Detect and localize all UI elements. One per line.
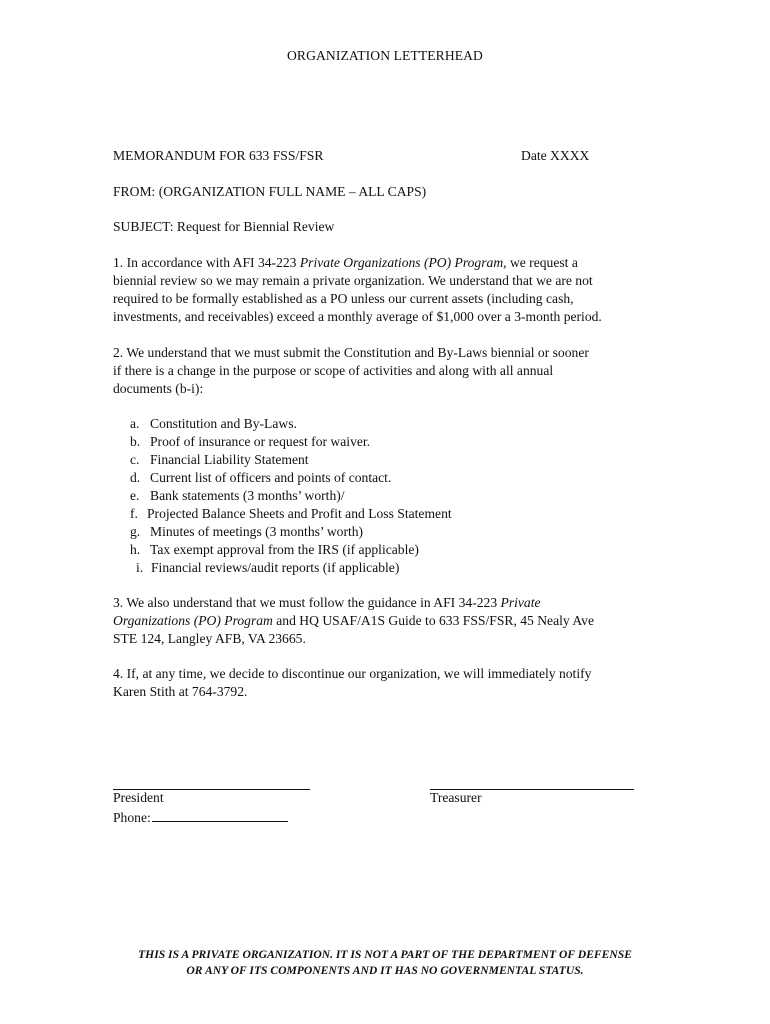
paragraph-3-text: and HQ USAF/A1S Guide to 633 FSS/FSR, 45 Nealy Ave — [272, 613, 594, 628]
disclaimer-line-1: THIS IS A PRIVATE ORGANIZATION. IT IS NOT A PART OF THE DEPARTMENT OF DEFENSE — [138, 948, 632, 961]
list-item-text: Financial reviews/audit reports (if applicable) — [151, 560, 400, 575]
memo-date: Date XXXX — [521, 148, 590, 163]
list-item-text: Proof of insurance or request for waiver. — [150, 434, 371, 449]
list-item — [130, 415, 452, 433]
list-item — [130, 541, 452, 559]
disclaimer-line-2: OR ANY OF ITS COMPONENTS AND IT HAS NO GOVERNMENTAL STATUS. — [186, 964, 584, 977]
treasurer-label: Treasurer — [430, 790, 482, 805]
paragraph-4 — [113, 665, 673, 701]
list-item — [130, 559, 452, 577]
paragraph-2-line-3: documents (b-i): — [113, 381, 204, 396]
paragraph-1 — [113, 254, 673, 326]
list-item — [130, 433, 452, 451]
paragraph-3-line-3: STE 124, Langley AFB, VA 23665. — [113, 631, 306, 646]
paragraph-3-text: 3. We also understand that we must follow the guidance in AFI 34-223 — [113, 595, 501, 610]
paragraph-1-text: 1. In accordance with AFI 34-223 — [113, 255, 300, 270]
list-item — [130, 505, 452, 523]
memo-from: FROM: (ORGANIZATION FULL NAME – ALL CAPS) — [113, 184, 427, 199]
paragraph-1-line-3: required to be formally established as a PO unless our current assets (including cash, — [113, 291, 574, 306]
list-item — [130, 469, 452, 487]
afi-program-title: Private Organizations (PO) Program — [299, 255, 504, 270]
memorandum-for: MEMORANDUM FOR 633 FSS/FSR — [113, 148, 324, 163]
paragraph-2-line-2: if there is a change in the purpose or scope of activities and along with all annual — [113, 363, 554, 378]
paragraph-1-line-2: biennial review so we may remain a private organization. We understand that we are not — [113, 273, 593, 288]
afi-program-title: Private — [500, 595, 541, 610]
paragraph-2 — [113, 344, 673, 398]
paragraph-1-text: , we request a — [503, 255, 578, 270]
phone-blank-line — [152, 808, 288, 822]
list-item-label: h. — [130, 542, 141, 557]
list-item-label: c. — [130, 452, 140, 467]
list-item-text: Current list of officers and points of contact. — [150, 470, 392, 485]
paragraph-2-line-1: 2. We understand that we must submit the Constitution and By-Laws biennial or sooner — [113, 345, 589, 360]
paragraph-1-line-4: investments, and receivables) exceed a monthly average of $1,000 over a 3-month period. — [113, 309, 602, 324]
list-item-text: Bank statements (3 months’ worth)/ — [150, 488, 345, 503]
paragraph-3 — [113, 594, 673, 648]
list-item-text: Tax exempt approval from the IRS (if applicable) — [150, 542, 419, 557]
list-item — [130, 523, 452, 541]
list-item-label: b. — [130, 434, 141, 449]
list-item-label: i. — [136, 560, 144, 575]
list-item — [130, 487, 452, 505]
afi-program-title: Organizations (PO) Program — [113, 613, 273, 628]
list-item-label: d. — [130, 470, 141, 485]
memo-subject: SUBJECT: Request for Biennial Review — [113, 219, 335, 234]
letterhead: ORGANIZATION LETTERHEAD — [287, 48, 483, 63]
paragraph-4-line-1: 4. If, at any time, we decide to discontinue our organization, we will immediately notify — [113, 666, 592, 681]
list-item-label: f. — [130, 506, 138, 521]
phone-field — [113, 808, 288, 827]
list-item-text: Minutes of meetings (3 months’ worth) — [150, 524, 364, 539]
phone-label: Phone: — [113, 810, 151, 825]
list-item-label: g. — [130, 524, 141, 539]
required-documents-list — [130, 415, 452, 577]
list-item-label: e. — [130, 488, 140, 503]
disclaimer-footer — [0, 947, 770, 979]
list-item-text: Financial Liability Statement — [150, 452, 309, 467]
list-item-text: Projected Balance Sheets and Profit and Loss Statement — [147, 506, 452, 521]
paragraph-3-line-2 — [113, 612, 673, 630]
list-item — [130, 451, 452, 469]
list-item-label: a. — [130, 416, 140, 431]
paragraph-3-line-1 — [113, 594, 673, 612]
president-label: President — [113, 790, 164, 805]
paragraph-1-line-1 — [113, 254, 673, 272]
paragraph-4-line-2: Karen Stith at 764-3792. — [113, 684, 248, 699]
list-item-text: Constitution and By-Laws. — [150, 416, 297, 431]
